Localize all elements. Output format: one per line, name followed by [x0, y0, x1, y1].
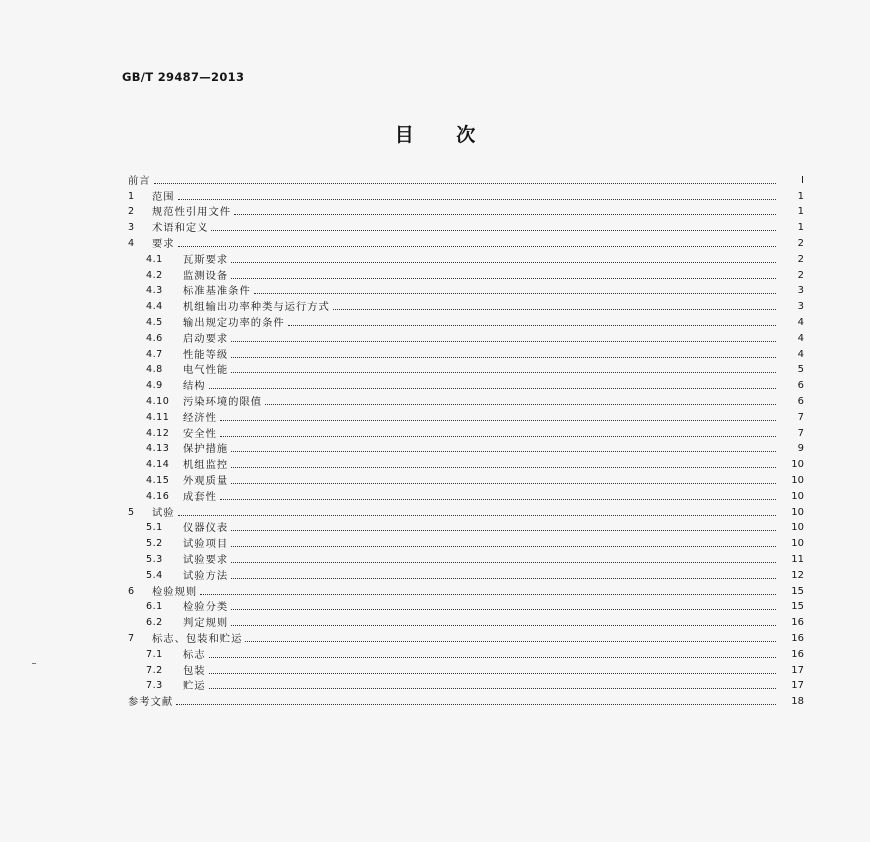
toc-entry — [128, 534, 804, 550]
toc-entry-number: 6 — [128, 585, 135, 597]
toc-entry-page: 6 — [797, 380, 804, 392]
toc-entry-title: 启动要求 — [183, 332, 229, 345]
toc-entry-number: 2 — [128, 206, 135, 218]
toc-entry-title: 标志 — [183, 648, 206, 661]
toc-entry — [128, 487, 804, 503]
toc-entry — [128, 582, 804, 598]
toc-entry-title: 试验方法 — [183, 569, 229, 582]
toc-entry-title: 检验分类 — [183, 601, 229, 614]
toc-entry-page: 3 — [797, 301, 804, 313]
toc-entry-title: 安全性 — [183, 427, 217, 440]
toc-entry-page: 16 — [791, 648, 804, 660]
toc-entry-number: 5.3 — [146, 553, 163, 565]
toc-entry — [128, 629, 804, 645]
toc-entry-title: 判定规则 — [183, 617, 229, 630]
toc-leader-dots — [333, 309, 776, 310]
toc-entry-title: 包装 — [183, 664, 206, 677]
toc-entry-number: 4.4 — [146, 301, 163, 313]
toc-leader-dots — [265, 404, 776, 405]
toc-entry-title: 机组输出功率种类与运行方式 — [183, 301, 330, 314]
toc-leader-dots — [231, 562, 776, 563]
toc-heading: 目 次 — [394, 124, 476, 146]
toc-entry-title: 外观质量 — [183, 474, 229, 487]
toc-entry-title: 污染环境的限值 — [183, 395, 263, 408]
toc-entry — [128, 566, 804, 582]
toc-entry-title: 输出规定功率的条件 — [183, 316, 285, 329]
toc-entry-number: 4.14 — [146, 459, 170, 471]
toc-entry — [128, 519, 804, 535]
toc-leader-dots — [231, 467, 776, 468]
toc-entry-page: 2 — [797, 269, 804, 281]
toc-entry-title: 机组监控 — [183, 459, 229, 472]
toc-entry-number: 4.1 — [146, 253, 163, 265]
toc-entry-number: 5.2 — [146, 538, 163, 550]
toc-entry-title: 成套性 — [183, 490, 217, 503]
toc-leader-dots — [231, 341, 776, 342]
toc-entry-page: 1 — [797, 190, 804, 202]
toc-entry-page: 3 — [797, 285, 804, 297]
toc-entry-number: 4 — [128, 237, 135, 249]
toc-entry-number: 5.4 — [146, 569, 163, 581]
toc-entry — [128, 692, 804, 708]
toc-entry — [128, 550, 804, 566]
toc-entry-number: 1 — [128, 190, 135, 202]
toc-entry-number: 4.13 — [146, 443, 170, 455]
scan-speck — [32, 663, 36, 664]
toc-entry — [128, 392, 804, 408]
toc-entry-page: 10 — [791, 522, 804, 534]
toc-entry-title: 术语和定义 — [152, 222, 209, 235]
toc-entry-page: 10 — [791, 506, 804, 518]
toc-entry — [128, 297, 804, 313]
toc-entry-title: 规范性引用文件 — [152, 206, 232, 219]
toc-entry-title: 监测设备 — [183, 269, 229, 282]
toc-leader-dots — [231, 483, 776, 484]
toc-leader-dots — [209, 688, 776, 689]
toc-entry — [128, 313, 804, 329]
toc-entry — [128, 503, 804, 519]
table-of-contents — [128, 171, 804, 708]
toc-entry-page: 15 — [791, 585, 804, 597]
toc-entry-number: 4.7 — [146, 348, 163, 360]
toc-entry-title: 标志、包装和贮运 — [152, 632, 243, 645]
toc-entry — [128, 440, 804, 456]
toc-entry-number: 4.11 — [146, 411, 170, 423]
toc-entry-number: 6.1 — [146, 601, 163, 613]
toc-leader-dots — [220, 420, 776, 421]
toc-entry-page: 1 — [797, 222, 804, 234]
toc-entry-number: 4.3 — [146, 285, 163, 297]
toc-entry — [128, 471, 804, 487]
toc-entry — [128, 187, 804, 203]
toc-entry-page: 16 — [791, 617, 804, 629]
toc-leader-dots — [231, 530, 776, 531]
toc-entry-title: 经济性 — [183, 411, 217, 424]
toc-leader-dots — [178, 246, 776, 247]
toc-entry-page: 2 — [797, 237, 804, 249]
toc-entry-number: 4.16 — [146, 490, 170, 502]
toc-leader-dots — [211, 230, 776, 231]
toc-entry — [128, 250, 804, 266]
toc-entry-page: 16 — [791, 632, 804, 644]
toc-leader-dots — [178, 199, 776, 200]
toc-leader-dots — [209, 388, 776, 389]
toc-entry-page: 10 — [791, 538, 804, 550]
toc-entry-page: 18 — [791, 696, 804, 708]
toc-entry — [128, 234, 804, 250]
toc-entry-page: Ⅰ — [801, 174, 804, 186]
toc-entry — [128, 613, 804, 629]
toc-entry-page: 5 — [797, 364, 804, 376]
toc-entry-title: 试验 — [152, 506, 175, 519]
toc-entry — [128, 376, 804, 392]
toc-entry — [128, 345, 804, 361]
toc-entry-number: 5 — [128, 506, 135, 518]
toc-entry-page: 10 — [791, 459, 804, 471]
toc-entry-page: 10 — [791, 490, 804, 502]
toc-entry — [128, 598, 804, 614]
toc-entry-title: 结构 — [183, 380, 206, 393]
toc-entry-number: 4.9 — [146, 380, 163, 392]
toc-leader-dots — [178, 515, 776, 516]
toc-entry-page: 4 — [797, 348, 804, 360]
toc-entry-title: 检验规则 — [152, 585, 198, 598]
toc-entry — [128, 266, 804, 282]
toc-entry-page: 17 — [791, 664, 804, 676]
toc-entry-number: 4.15 — [146, 474, 170, 486]
toc-entry — [128, 424, 804, 440]
toc-entry-page: 4 — [797, 332, 804, 344]
toc-leader-dots — [176, 704, 776, 705]
toc-entry-number: 5.1 — [146, 522, 163, 534]
standard-code: GB/T 29487—2013 — [122, 70, 245, 84]
toc-leader-dots — [231, 546, 776, 547]
toc-entry-number: 7.2 — [146, 664, 163, 676]
toc-entry — [128, 677, 804, 693]
toc-entry-title: 瓦斯要求 — [183, 253, 229, 266]
toc-entry-page: 17 — [791, 680, 804, 692]
toc-entry — [128, 329, 804, 345]
toc-entry-page: 10 — [791, 474, 804, 486]
toc-leader-dots — [220, 499, 776, 500]
toc-entry-number: 4.10 — [146, 395, 170, 407]
toc-leader-dots — [209, 673, 776, 674]
toc-entry — [128, 645, 804, 661]
toc-entry — [128, 218, 804, 234]
toc-entry-number: 4.6 — [146, 332, 163, 344]
toc-entry-number: 4.8 — [146, 364, 163, 376]
toc-entry — [128, 455, 804, 471]
toc-entry-title: 范围 — [152, 190, 175, 203]
toc-entry-number: 4.2 — [146, 269, 163, 281]
toc-leader-dots — [154, 183, 776, 184]
toc-entry-page: 7 — [797, 427, 804, 439]
toc-entry-number: 4.5 — [146, 316, 163, 328]
toc-entry-number: 3 — [128, 222, 135, 234]
toc-entry — [128, 171, 804, 187]
toc-entry-number: 4.12 — [146, 427, 170, 439]
toc-entry-title: 前言 — [128, 174, 151, 187]
toc-leader-dots — [231, 357, 776, 358]
toc-leader-dots — [200, 594, 776, 595]
toc-entry — [128, 282, 804, 298]
toc-leader-dots — [231, 451, 776, 452]
toc-entry — [128, 408, 804, 424]
toc-leader-dots — [231, 625, 776, 626]
toc-entry-page: 2 — [797, 253, 804, 265]
toc-entry-page: 12 — [791, 569, 804, 581]
toc-entry-title: 试验项目 — [183, 538, 229, 551]
toc-leader-dots — [288, 325, 776, 326]
toc-leader-dots — [231, 609, 776, 610]
toc-entry-page: 1 — [797, 206, 804, 218]
toc-entry — [128, 661, 804, 677]
toc-leader-dots — [231, 372, 776, 373]
toc-entry-page: 6 — [797, 395, 804, 407]
toc-entry-page: 11 — [791, 553, 804, 565]
toc-entry-number: 7.3 — [146, 680, 163, 692]
toc-leader-dots — [209, 657, 776, 658]
toc-entry-title: 贮运 — [183, 680, 206, 693]
toc-leader-dots — [220, 436, 776, 437]
toc-entry-title: 仪器仪表 — [183, 522, 229, 535]
toc-entry-title: 性能等级 — [183, 348, 229, 361]
toc-entry-page: 9 — [797, 443, 804, 455]
toc-entry-number: 6.2 — [146, 617, 163, 629]
toc-leader-dots — [245, 641, 776, 642]
toc-entry-title: 要求 — [152, 237, 175, 250]
toc-entry-title: 电气性能 — [183, 364, 229, 377]
toc-entry-number: 7.1 — [146, 648, 163, 660]
toc-entry-number: 7 — [128, 632, 135, 644]
toc-entry-title: 参考文献 — [128, 696, 174, 709]
toc-entry-page: 15 — [791, 601, 804, 613]
toc-leader-dots — [231, 578, 776, 579]
toc-leader-dots — [254, 293, 776, 294]
toc-leader-dots — [231, 262, 776, 263]
toc-entry-title: 试验要求 — [183, 553, 229, 566]
toc-entry-page: 7 — [797, 411, 804, 423]
toc-entry-title: 标准基准条件 — [183, 285, 251, 298]
toc-entry — [128, 361, 804, 377]
toc-leader-dots — [234, 214, 776, 215]
toc-entry-page: 4 — [797, 316, 804, 328]
toc-leader-dots — [231, 278, 776, 279]
toc-entry — [128, 203, 804, 219]
toc-entry-title: 保护措施 — [183, 443, 229, 456]
